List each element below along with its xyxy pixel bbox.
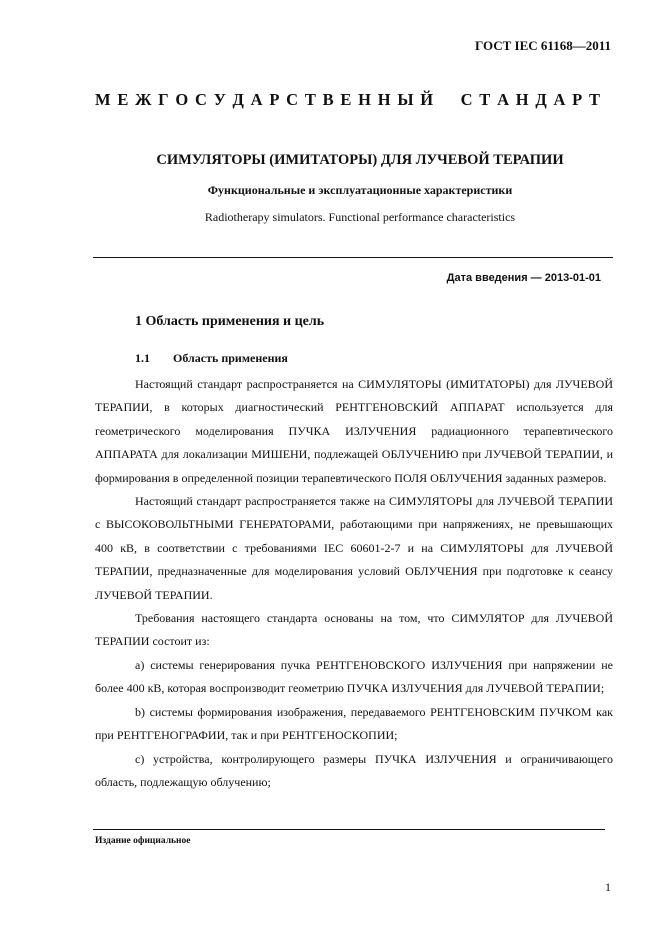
paragraph: Настоящий стандарт распространяется также на СИМУЛЯТОРЫ для ЛУЧЕВОЙ ТЕРАПИИ с ВЫСОКОВОЛЬТНЫМИ ГЕНЕРАТОРАМИ, работающими при напряжениях, не превышающих 400 кВ, в соответствии с требованиями IEC 60601-2-7 и на СИМУЛЯТОРЫ для ЛУЧЕВОЙ ТЕРАПИИ, предназначенные для моделирования условий ОБЛУЧЕНИЯ при подготовке к сеансу ЛУЧЕВОЙ ТЕРАПИИ. xyxy=(95,494,613,602)
interstate-standard-banner xyxy=(95,90,600,110)
edition-label: Издание официальное xyxy=(95,836,191,846)
banner-letter: Е xyxy=(117,90,129,109)
banner-letter: Д xyxy=(535,90,547,109)
subsection-number: 1.1 xyxy=(135,351,150,365)
subsection-title: Область применения xyxy=(173,351,288,365)
banner-letter: Ы xyxy=(397,90,414,109)
banner-letter: Р xyxy=(572,90,583,109)
banner-letter: С xyxy=(460,90,473,109)
list-item: a) системы генерирования пучка РЕНТГЕНОВСКОГО ИЗЛУЧЕНИЯ при напряжении не более 400 кВ, которая воспроизводит геометрию ПУЧКА ИЗЛУЧЕНИЯ для ЛУЧЕВОЙ ТЕРАПИИ; xyxy=(95,657,613,696)
banner-letter: Н xyxy=(515,90,529,109)
paragraph: Настоящий стандарт распространяется на СИМУЛЯТОРЫ (ИМИТАТОРЫ) для ЛУЧЕВОЙ ТЕРАПИИ, в которых диагностический РЕНТГЕНОВСКИЙ АППАРАТ используется для геометрического моделирования ПУЧКА ИЗЛУЧЕНИЯ радиационного терапевтического АППАРАТА для локализации МИШЕНИ, подлежащей ОБЛУЧЕНИЮ при ЛУЧЕВОЙ ТЕРАПИИ, и формирования в определенной позиции терапевтического ПОЛЯ ОБЛУЧЕНИЯ заданных размеров. xyxy=(95,377,613,485)
banner-word-gap xyxy=(440,90,454,110)
banner-letter: С xyxy=(195,90,207,109)
page-number: 1 xyxy=(605,880,611,894)
banner-letter: Е xyxy=(340,90,352,109)
introduction-date: Дата введения — 2013-01-01 xyxy=(446,272,601,284)
paragraph: Требования настоящего стандарта основаны на том, что СИМУЛЯТОР для ЛУЧЕВОЙ ТЕРАПИИ состоит из: xyxy=(95,611,613,649)
list-item: c) устройства, контролирующего размеры ПУЧКА ИЗЛУЧЕНИЯ и ограничивающего область, подлежащую облучению; xyxy=(95,751,613,789)
banner-letter: Н xyxy=(358,90,371,109)
banner-letter: Т xyxy=(479,90,491,109)
banner-letter: Й xyxy=(420,90,434,109)
banner-letter: А xyxy=(497,90,509,109)
banner-letter: У xyxy=(213,90,226,109)
banner-letter: В xyxy=(322,90,334,109)
banner-letter: Т xyxy=(588,90,600,109)
banner-letter: С xyxy=(286,90,299,109)
banner-letter: Д xyxy=(232,90,244,109)
banner-letter: Т xyxy=(304,90,316,109)
banner-letter: А xyxy=(250,90,263,109)
standard-code: ГОСТ IEC 61168—2011 xyxy=(475,38,611,53)
footnote-divider xyxy=(93,829,605,830)
subsection-heading xyxy=(135,351,288,366)
banner-letter: Г xyxy=(158,90,169,109)
banner-letter: Ж xyxy=(135,90,152,109)
list-item: b) системы формирования изображения, передаваемого РЕНТГЕНОВСКИМ ПУЧКОМ как при РЕНТГЕНОГРАФИИ, так и при РЕНТГЕНОСКОПИИ; xyxy=(95,704,613,743)
document-title: СИМУЛЯТОРЫ (ИМИТАТОРЫ) ДЛЯ ЛУЧЕВОЙ ТЕРАПИИ xyxy=(156,152,564,168)
top-divider xyxy=(93,257,613,258)
banner-letter: М xyxy=(95,90,111,109)
body-text xyxy=(95,373,613,794)
banner-letter: О xyxy=(175,90,189,109)
document-subtitle: Функциональные и эксплуатационные характеристики xyxy=(207,183,513,197)
english-title: Radiotherapy simulators. Functional performance characteristics xyxy=(204,210,516,224)
banner-letter: Н xyxy=(377,90,391,109)
section-heading: 1 Область применения и цель xyxy=(135,314,325,329)
banner-letter: А xyxy=(553,90,566,109)
banner-letter: Р xyxy=(269,90,280,109)
